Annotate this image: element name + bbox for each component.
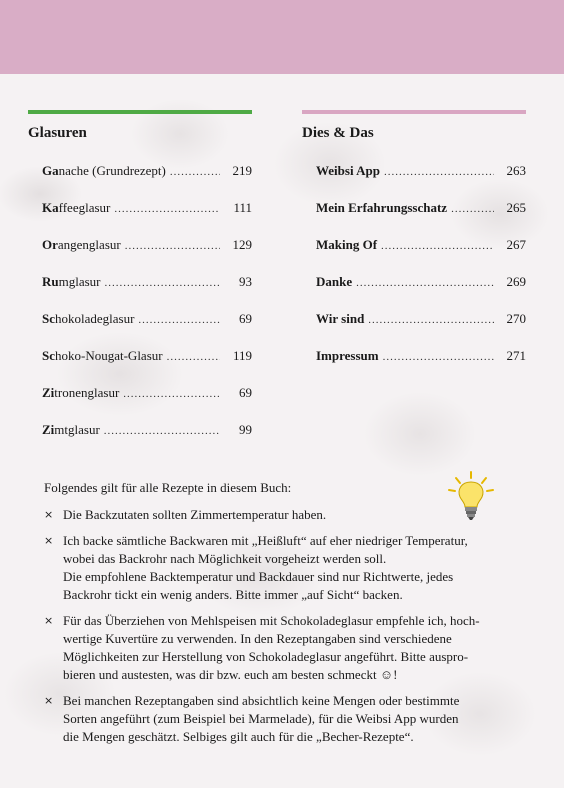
toc-entry-name: Zimtglasur	[42, 422, 100, 437]
leader-dots	[451, 191, 494, 228]
toc-entry[interactable]	[28, 300, 252, 337]
header-bar	[0, 0, 564, 74]
leader-dots	[368, 302, 494, 339]
dies-und-das-column	[302, 110, 526, 374]
toc-entry[interactable]	[302, 189, 526, 226]
cross-bullet-icon: ×	[44, 534, 54, 547]
toc-entry-page: 263	[506, 163, 526, 178]
column-title: Dies & Das	[302, 125, 374, 141]
toc-entry[interactable]	[28, 411, 252, 448]
leader-dots	[104, 413, 220, 450]
toc-entry-name: Orangenglasur	[42, 237, 121, 252]
note-text: Für das Überziehen von Mehlspeisen mit Schokoladeglasur empfehle ich, hoch- wertige Kuvertüre zu verwenden. In den Rezeptangaben sind verschiedene Möglichkeiten zur Herstellung von Schokoladeglasur angeführt. Bitte auspro- bieren und austesten, was dir bzw. euch am besten schmeckt ☺!	[63, 613, 480, 682]
toc-entry[interactable]	[28, 374, 252, 411]
note-item	[44, 532, 524, 604]
recipe-notes	[44, 476, 524, 754]
cross-bullet-icon: ×	[44, 508, 54, 521]
leader-dots	[125, 228, 220, 265]
toc-entry-page: 219	[232, 163, 252, 178]
cross-bullet-icon: ×	[44, 694, 54, 707]
column-title: Glasuren	[28, 125, 87, 141]
toc-entry[interactable]	[28, 152, 252, 189]
toc-entry[interactable]	[302, 337, 526, 374]
toc-entry-name: Wir sind	[316, 311, 365, 326]
notes-list	[44, 506, 524, 746]
note-text: Bei manchen Rezeptangaben sind absichtlich keine Mengen oder bestimmte Sorten angeführt (zum Beispiel bei Marmelade), für die Weibsi App wurden die Mengen geschätzt. Selbiges gilt auch für die „Becher-Rezepte“.	[63, 693, 460, 744]
note-text: Ich backe sämtliche Backwaren mit „Heißluft“ auf eher niedriger Temperatur, wobei das Backrohr nach Möglichkeit vorgeheizt werden soll. Die empfohlene Backtemperatur und Backdauer sind nur Richtwerte, jedes Backrohr tickt ein wenig anders. Bitte immer „auf Sicht“ backen.	[63, 533, 468, 602]
toc-entry[interactable]	[28, 337, 252, 374]
toc-entry-name: Kaffeeglasur	[42, 200, 111, 215]
toc-entry-page: 267	[506, 237, 526, 252]
toc-list	[302, 152, 526, 374]
toc-entry-name: Weibsi App	[316, 163, 380, 178]
toc-entry-name: Impressum	[316, 348, 379, 363]
cross-bullet-icon: ×	[44, 614, 54, 627]
toc-entry-page: 270	[506, 311, 526, 326]
leader-dots	[123, 376, 220, 413]
note-item	[44, 692, 524, 746]
toc-entry-page: 265	[506, 200, 526, 215]
note-item	[44, 612, 524, 684]
toc-entry[interactable]	[302, 263, 526, 300]
toc-entry-page: 99	[239, 422, 252, 437]
leader-dots	[105, 265, 220, 302]
toc-entry-page: 69	[239, 311, 252, 326]
leader-dots	[170, 154, 220, 191]
toc-entry-page: 129	[232, 237, 252, 252]
toc-entry-name: Danke	[316, 274, 353, 289]
toc-entry-page: 119	[232, 348, 252, 363]
toc-entry-name: Zitronenglasur	[42, 385, 120, 400]
toc-entry-name: Making Of	[316, 237, 378, 252]
note-text: Die Backzutaten sollten Zimmertemperatur haben.	[63, 507, 327, 522]
toc-entry-page: 111	[233, 200, 252, 215]
leader-dots	[383, 339, 494, 376]
toc-entry-name: Rumglasur	[42, 274, 101, 289]
leader-dots	[114, 191, 220, 228]
toc-entry[interactable]	[302, 300, 526, 337]
toc-entry-page: 69	[239, 385, 252, 400]
toc-entry-page: 93	[239, 274, 252, 289]
leader-dots	[138, 302, 220, 339]
toc-entry[interactable]	[28, 189, 252, 226]
toc-entry-page: 271	[506, 348, 526, 363]
notes-intro: Folgendes gilt für alle Rezepte in diesem Buch:	[44, 480, 292, 495]
leader-dots	[167, 339, 220, 376]
note-item	[44, 506, 524, 524]
toc-entry-page: 269	[506, 274, 526, 289]
leader-dots	[356, 265, 494, 302]
toc-entry[interactable]	[302, 226, 526, 263]
toc-entry-name: Schokoladeglasur	[42, 311, 135, 326]
glasuren-column	[28, 110, 252, 448]
toc-entry[interactable]	[302, 152, 526, 189]
toc-entry-name: Schoko-Nougat-Glasur	[42, 348, 163, 363]
toc-entry[interactable]	[28, 263, 252, 300]
toc-entry[interactable]	[28, 226, 252, 263]
column-rule	[28, 110, 252, 114]
toc-entry-name: Mein Erfahrungsschatz	[316, 200, 448, 215]
column-rule	[302, 110, 526, 114]
leader-dots	[384, 154, 494, 191]
toc-list	[28, 152, 252, 448]
toc-entry-name: Ganache (Grundrezept)	[42, 163, 166, 178]
leader-dots	[381, 228, 494, 265]
